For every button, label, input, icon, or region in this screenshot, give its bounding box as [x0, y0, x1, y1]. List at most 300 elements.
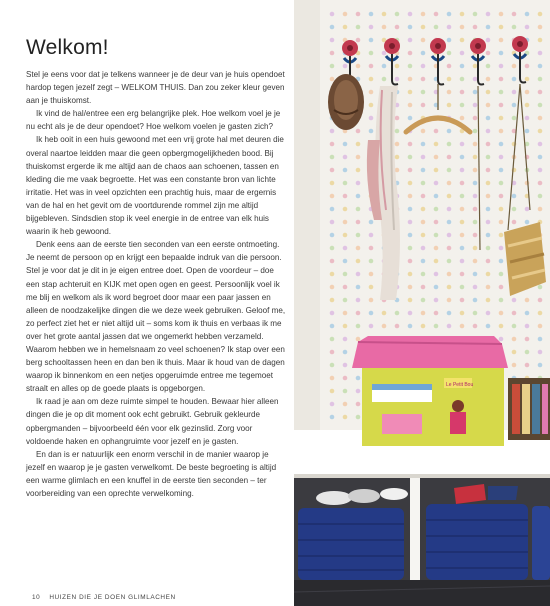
wall-button-dot: [369, 298, 374, 303]
wall-button-dot: [408, 142, 413, 147]
wall-button-dot: [330, 155, 335, 160]
wall-button-dot: [421, 38, 426, 43]
wall-button-dot: [343, 298, 348, 303]
wall-button-dot: [343, 402, 348, 407]
wall-button-dot: [447, 51, 452, 56]
wall-button-dot: [382, 64, 387, 69]
wall-button-dot: [408, 38, 413, 43]
wall-button-dot: [460, 90, 465, 95]
wall-button-dot: [486, 51, 491, 56]
running-title: HUIZEN DIE JE DOEN GLIMLACHEN: [49, 594, 176, 601]
wall-button-dot: [525, 311, 530, 316]
wall-button-dot: [343, 194, 348, 199]
wall-button-dot: [499, 155, 504, 160]
wall-button-dot: [330, 25, 335, 30]
wall-button-dot: [369, 64, 374, 69]
wall-button-dot: [512, 194, 517, 199]
wall-button-dot: [460, 220, 465, 225]
paragraph-5: Ik raad je aan om deze ruimte simpel te houden. Bewaar hier alleen dingen die je op dit moment ook echt gebruikt. Gebruik gekleurde opbergmanden – bijvoorbeeld één voor elk gezinslid. Zorg voor voldoende haken en ophangruimte voor jezelf en je gasten.: [26, 397, 279, 446]
wall-button-dot: [408, 285, 413, 290]
wall-button-dot: [343, 12, 348, 17]
wall-button-dot: [330, 233, 335, 238]
wall-button-dot: [460, 77, 465, 82]
wall-button-dot: [499, 285, 504, 290]
wall-button-dot: [330, 285, 335, 290]
wall-button-dot: [512, 90, 517, 95]
wall-button-dot: [460, 285, 465, 290]
wall-button-dot: [434, 311, 439, 316]
wall-button-dot: [434, 272, 439, 277]
wall-button-dot: [460, 142, 465, 147]
wall-button-dot: [447, 12, 452, 17]
wall-button-dot: [512, 12, 517, 17]
wall-button-dot: [434, 181, 439, 186]
wall-button-dot: [382, 51, 387, 56]
wall-button-dot: [473, 298, 478, 303]
wall-button-dot: [434, 285, 439, 290]
wall-button-dot: [343, 233, 348, 238]
wall-button-dot: [499, 324, 504, 329]
wall-button-dot: [343, 272, 348, 277]
wall-button-dot: [525, 25, 530, 30]
wall-button-dot: [369, 103, 374, 108]
wall-button-dot: [525, 220, 530, 225]
wall-button-dot: [460, 194, 465, 199]
wall-button-dot: [408, 90, 413, 95]
wall-button-dot: [408, 324, 413, 329]
wall-button-dot: [382, 324, 387, 329]
wall-button-dot: [447, 246, 452, 251]
paragraph-1: Stel je eens voor dat je telkens wanneer je de deur van je huis opendoet hardop tegen jezelf zegt – WELKOM THUIS. Dan zou zeker kleur geven aan je thuiskomst.: [26, 70, 285, 106]
wall-button-dot: [538, 207, 543, 212]
wall-button-dot: [486, 64, 491, 69]
wall-button-dot: [486, 168, 491, 173]
wall-button-dot: [434, 298, 439, 303]
wall-button-dot: [538, 181, 543, 186]
wall-button-dot: [343, 415, 348, 420]
wall-button-dot: [421, 142, 426, 147]
wall-button-dot: [356, 207, 361, 212]
wall-button-dot: [525, 337, 530, 342]
wall-button-dot: [408, 298, 413, 303]
wall-button-dot: [499, 246, 504, 251]
wall-button-dot: [486, 233, 491, 238]
wall-button-dot: [343, 350, 348, 355]
wall-button-dot: [499, 220, 504, 225]
wall-button-dot: [499, 25, 504, 30]
wall-button-dot: [538, 103, 543, 108]
wall-button-dot: [356, 168, 361, 173]
wall-button-dot: [330, 415, 335, 420]
wall-button-dot: [538, 363, 543, 368]
wall-button-dot: [473, 207, 478, 212]
wall-button-dot: [538, 168, 543, 173]
wall-button-dot: [473, 285, 478, 290]
wall-button-dot: [460, 12, 465, 17]
wall-button-dot: [343, 337, 348, 342]
wall-button-dot: [538, 194, 543, 199]
wall-button-dot: [447, 155, 452, 160]
wall-button-dot: [408, 77, 413, 82]
wall-button-dot: [330, 246, 335, 251]
wall-button-dot: [447, 142, 452, 147]
wall-button-dot: [525, 181, 530, 186]
wall-button-dot: [525, 298, 530, 303]
wall-button-dot: [421, 207, 426, 212]
straw-hat: [328, 74, 364, 130]
wall-button-dot: [447, 38, 452, 43]
wall-button-dot: [538, 350, 543, 355]
wall-button-dot: [460, 298, 465, 303]
wall-button-dot: [486, 298, 491, 303]
wall-button-dot: [330, 311, 335, 316]
wall-button-dot: [330, 129, 335, 134]
wall-button-dot: [486, 155, 491, 160]
wall-button-dot: [460, 259, 465, 264]
wall-button-dot: [330, 298, 335, 303]
wall-button-dot: [538, 51, 543, 56]
wall-button-dot: [369, 129, 374, 134]
wall-button-dot: [330, 207, 335, 212]
wall-button-dot: [460, 181, 465, 186]
wall-button-dot: [408, 155, 413, 160]
wall-button-dot: [447, 181, 452, 186]
wall-button-dot: [356, 246, 361, 251]
wall-button-dot: [473, 272, 478, 277]
wall-button-dot: [512, 103, 517, 108]
wall-button-dot: [486, 25, 491, 30]
wall-button-dot: [499, 77, 504, 82]
wall-button-dot: [486, 194, 491, 199]
wall-button-dot: [460, 324, 465, 329]
floor: [294, 580, 550, 606]
wall-button-dot: [421, 155, 426, 160]
wall-button-dot: [486, 311, 491, 316]
wall-button-dot: [538, 285, 543, 290]
wall-button-dot: [356, 311, 361, 316]
wall-button-dot: [434, 155, 439, 160]
wall-button-dot: [421, 51, 426, 56]
wall-button-dot: [538, 64, 543, 69]
wall-button-dot: [486, 272, 491, 277]
wall-button-dot: [382, 12, 387, 17]
wall-button-dot: [473, 168, 478, 173]
wall-button-dot: [434, 194, 439, 199]
wall-button-dot: [343, 259, 348, 264]
wall-button-dot: [421, 311, 426, 316]
wall-button-dot: [369, 272, 374, 277]
entrance-photo: [294, 0, 550, 606]
wall-button-dot: [330, 324, 335, 329]
wall-button-dot: [434, 233, 439, 238]
wall-button-dot: [421, 25, 426, 30]
wall-button-dot: [460, 103, 465, 108]
wall-button-dot: [512, 64, 517, 69]
wall-button-dot: [460, 272, 465, 277]
wall-button-dot: [356, 142, 361, 147]
wall-button-dot: [486, 324, 491, 329]
wall-button-dot: [538, 77, 543, 82]
wall-button-dot: [330, 220, 335, 225]
wall-button-dot: [343, 155, 348, 160]
wall-button-dot: [330, 389, 335, 394]
wall-button-dot: [434, 129, 439, 134]
wall-button-dot: [447, 233, 452, 238]
wall-button-dot: [369, 246, 374, 251]
wall-button-dot: [382, 311, 387, 316]
wall-button-dot: [356, 220, 361, 225]
wall-button-dot: [499, 207, 504, 212]
wall-button-dot: [356, 181, 361, 186]
wall-button-dot: [356, 25, 361, 30]
wall-button-dot: [486, 181, 491, 186]
wall-button-dot: [525, 207, 530, 212]
wall-button-dot: [369, 259, 374, 264]
wall-button-dot: [473, 246, 478, 251]
paragraph-2: Ik vind de hal/entree een erg belangrijke plek. Hoe welkom voel je je nu echt als je de deur opendoet? Hoe welkom voelen je gasten zich?: [26, 109, 281, 132]
wall-button-dot: [369, 233, 374, 238]
wall-button-dot: [434, 259, 439, 264]
wall-button-dot: [473, 90, 478, 95]
wall-button-dot: [408, 233, 413, 238]
wall-button-dot: [499, 181, 504, 186]
wall-button-dot: [356, 298, 361, 303]
wall-button-dot: [486, 38, 491, 43]
wall-button-dot: [447, 90, 452, 95]
wall-button-dot: [421, 324, 426, 329]
wall-button-dot: [343, 285, 348, 290]
wall-button-dot: [408, 64, 413, 69]
wall-button-dot: [512, 324, 517, 329]
wall-button-dot: [447, 285, 452, 290]
wall-button-dot: [408, 181, 413, 186]
wall-button-dot: [447, 311, 452, 316]
wall-button-dot: [460, 311, 465, 316]
wall-button-dot: [356, 155, 361, 160]
wall-button-dot: [330, 12, 335, 17]
wall-button-dot: [538, 155, 543, 160]
wall-button-dot: [408, 207, 413, 212]
wall-button-dot: [343, 363, 348, 368]
wall-button-dot: [447, 324, 452, 329]
wall-button-dot: [473, 155, 478, 160]
wall-button-dot: [408, 220, 413, 225]
wall-button-dot: [330, 77, 335, 82]
wall-button-dot: [499, 298, 504, 303]
wall-button-dot: [486, 77, 491, 82]
wall-button-dot: [408, 259, 413, 264]
wall-button-dot: [421, 220, 426, 225]
wall-button-dot: [434, 324, 439, 329]
wall-button-dot: [525, 64, 530, 69]
wall-button-dot: [408, 168, 413, 173]
wall-button-dot: [538, 12, 543, 17]
wall-button-dot: [343, 181, 348, 186]
wall-button-dot: [330, 38, 335, 43]
article-body: [26, 68, 288, 500]
wall-button-dot: [512, 350, 517, 355]
wall-button-dot: [499, 129, 504, 134]
wall-button-dot: [421, 77, 426, 82]
wall-button-dot: [499, 259, 504, 264]
wall-button-dot: [330, 350, 335, 355]
wall-button-dot: [538, 25, 543, 30]
wall-button-dot: [512, 363, 517, 368]
wall-button-dot: [447, 168, 452, 173]
wall-button-dot: [486, 90, 491, 95]
wall-button-dot: [538, 129, 543, 134]
wall-button-dot: [356, 285, 361, 290]
wall-button-dot: [447, 194, 452, 199]
wall-button-dot: [395, 12, 400, 17]
wall-button-dot: [473, 103, 478, 108]
wall-button-dot: [382, 77, 387, 82]
wall-button-dot: [369, 51, 374, 56]
wall-button-dot: [330, 259, 335, 264]
wall-button-dot: [369, 311, 374, 316]
wall-button-dot: [395, 311, 400, 316]
wall-button-dot: [499, 64, 504, 69]
wall-button-dot: [499, 38, 504, 43]
wall-button-dot: [460, 116, 465, 121]
wall-button-dot: [473, 181, 478, 186]
wall-button-dot: [447, 298, 452, 303]
wall-button-dot: [356, 12, 361, 17]
wall-button-dot: [369, 12, 374, 17]
wall-button-dot: [460, 233, 465, 238]
wall-button-dot: [434, 207, 439, 212]
wall-button-dot: [434, 25, 439, 30]
wall-button-dot: [460, 207, 465, 212]
wall-button-dot: [525, 90, 530, 95]
wall-button-dot: [395, 25, 400, 30]
wall-button-dot: [473, 64, 478, 69]
wall-button-dot: [473, 194, 478, 199]
wall-button-dot: [330, 337, 335, 342]
wall-button-dot: [499, 168, 504, 173]
wall-button-dot: [330, 142, 335, 147]
wall-button-dot: [473, 233, 478, 238]
wall-button-dot: [421, 181, 426, 186]
wall-button-dot: [421, 233, 426, 238]
wall-button-dot: [395, 64, 400, 69]
wall-button-dot: [330, 181, 335, 186]
wall-button-dot: [447, 272, 452, 277]
wall-button-dot: [343, 168, 348, 173]
wall-button-dot: [499, 90, 504, 95]
wall-button-dot: [343, 389, 348, 394]
wall-button-dot: [356, 415, 361, 420]
page-title: Welkom!: [26, 36, 109, 59]
wall-button-dot: [473, 12, 478, 17]
wall-button-dot: [369, 77, 374, 82]
wall-button-dot: [499, 233, 504, 238]
wall-button-dot: [499, 103, 504, 108]
wall-button-dot: [460, 168, 465, 173]
wall-button-dot: [512, 311, 517, 316]
wall-button-dot: [330, 376, 335, 381]
wall-button-dot: [356, 38, 361, 43]
wall-button-dot: [512, 116, 517, 121]
wall-button-dot: [525, 116, 530, 121]
wall-button-dot: [525, 363, 530, 368]
wall-button-dot: [499, 142, 504, 147]
wall-button-dot: [408, 311, 413, 316]
wall-button-dot: [330, 168, 335, 173]
wall-button-dot: [447, 259, 452, 264]
wall-button-dot: [408, 116, 413, 121]
wall-button-dot: [434, 12, 439, 17]
wall-button-dot: [343, 142, 348, 147]
wall-button-dot: [330, 51, 335, 56]
wall-button-dot: [356, 337, 361, 342]
wall-button-dot: [330, 402, 335, 407]
wall-button-dot: [330, 272, 335, 277]
wall-button-dot: [460, 51, 465, 56]
wall-button-dot: [512, 220, 517, 225]
wall-button-dot: [486, 103, 491, 108]
wall-button-dot: [486, 207, 491, 212]
wall-button-dot: [421, 12, 426, 17]
wall-button-dot: [499, 12, 504, 17]
wall-button-dot: [525, 350, 530, 355]
wall-button-dot: [356, 233, 361, 238]
wall-button-dot: [447, 25, 452, 30]
wall-button-dot: [473, 324, 478, 329]
wall-button-dot: [473, 142, 478, 147]
wall-button-dot: [369, 116, 374, 121]
wall-button-dot: [343, 324, 348, 329]
wall-button-dot: [421, 168, 426, 173]
wall-button-dot: [486, 142, 491, 147]
wall-button-dot: [421, 272, 426, 277]
wall-button-dot: [421, 259, 426, 264]
wall-button-dot: [460, 38, 465, 43]
wall-button-dot: [486, 129, 491, 134]
wall-button-dot: [369, 285, 374, 290]
wall-button-dot: [421, 103, 426, 108]
wall-button-dot: [538, 311, 543, 316]
wall-button-dot: [343, 64, 348, 69]
wall-button-dot: [486, 285, 491, 290]
wall-button-dot: [382, 25, 387, 30]
wall-button-dot: [395, 129, 400, 134]
wall-button-dot: [460, 155, 465, 160]
wall-button-dot: [486, 220, 491, 225]
wall-button-dot: [460, 25, 465, 30]
wall-button-dot: [447, 220, 452, 225]
wall-button-dot: [408, 246, 413, 251]
wall-button-dot: [434, 142, 439, 147]
wall-button-dot: [330, 363, 335, 368]
wall-button-dot: [473, 220, 478, 225]
wall-button-dot: [421, 129, 426, 134]
wall-button-dot: [421, 246, 426, 251]
wall-button-dot: [525, 103, 530, 108]
wall-button-dot: [356, 389, 361, 394]
wall-button-dot: [486, 259, 491, 264]
wall-button-dot: [512, 207, 517, 212]
wall-button-dot: [512, 25, 517, 30]
wall-button-dot: [525, 129, 530, 134]
wall-button-dot: [369, 38, 374, 43]
wall-button-dot: [512, 298, 517, 303]
house-sign-text: Le Petit Bou: [446, 382, 474, 388]
wall-button-dot: [538, 90, 543, 95]
wall-button-dot: [473, 77, 478, 82]
wall-button-dot: [395, 77, 400, 82]
wall-button-dot: [356, 376, 361, 381]
